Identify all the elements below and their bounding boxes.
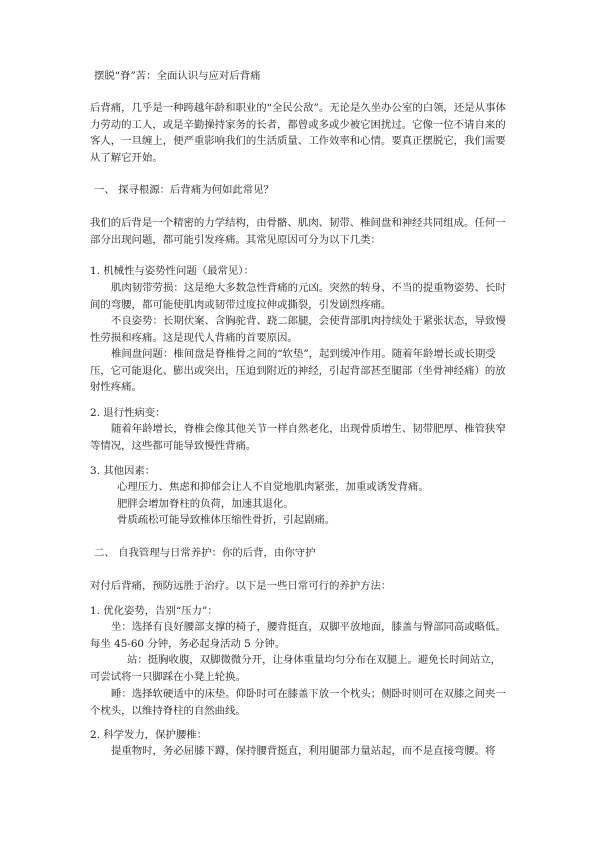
section2-intro: 对付后背痛，预防远胜于治疗。以下是一些日常可行的养护方法： [90, 580, 392, 592]
section1-item3-heading: 3. 其他因素： [90, 465, 156, 477]
section1-heading: 一、 探寻根源：后背痛为何如此常见？ [94, 184, 274, 196]
section1-item2-heading: 2. 退行性病变： [90, 407, 166, 419]
section1-item1-heading: 1. 机械性与姿势性问题（最常见）： [90, 265, 254, 277]
section1-item1-paragraph2: 不良姿势：长期伏案、含胸驼背、跷二郎腿，会使背部肌肉持续处于紧张状态，导致慢性劳损和疼痛。这是现代人背痛的首要原因。 [90, 315, 506, 344]
section2-item1-sit: 坐：选择有良好腰部支撑的椅子，腰背挺直，双脚平放地面，膝盖与臀部同高或略低。每坐 45-60 分钟，务必起身活动 5 分钟。 [90, 621, 506, 650]
intro-paragraph: 后背痛，几乎是一种跨越年龄和职业的“全民公敌”。无论是久坐办公室的白领，还是从事体力劳动的工人，或是辛勤操持家务的长者，都曾或多或少被它困扰过。它像一位不请自来的客人，一旦缠上，便严重影响我们的生活质量、工作效率和心情。要真正摆脱它，我们需要从了解它开始。 [90, 102, 506, 164]
document-title: 摆脱“脊”苦：全面认识与应对后背痛 [94, 70, 261, 82]
section1-intro: 我们的后背是一个精密的力学结构，由骨骼、肌肉、韧带、椎间盘和神经共同组成。任何一部分出现问题，都可能引发疼痛。其常见原因可分为以下几类： [90, 217, 506, 246]
section1-item1-paragraph1: 肌肉韧带劳损：这是绝大多数急性背痛的元凶。突然的转身、不当的提重物姿势、长时间的弯腰，都可能使肌肉或韧带过度拉伸或撕裂，引发剧烈疼痛。 [90, 282, 506, 311]
section1-item2-paragraph1: 随着年龄增长，脊椎会像其他关节一样自然老化，出现骨质增生、韧带肥厚、椎管狭窄等情况，这些都可能导致慢性背痛。 [90, 423, 506, 452]
section2-item2-paragraph1: 提重物时，务必屈膝下蹲，保持腰背挺直，利用腿部力量站起，而不是直接弯腰。将 [111, 745, 496, 757]
section1-item1-paragraph3: 椎间盘问题：椎间盘是脊椎骨之间的“软垫”，起到缓冲作用。随着年龄增长或长期受压，它可能退化、膨出或突出，压迫到附近的神经，引起背部甚至腿部（坐骨神经痛）的放射性疼痛。 [90, 348, 506, 394]
section1-item3-paragraph2: 肥胖会增加脊柱的负荷，加速其退化。 [117, 498, 294, 510]
section1-item3-paragraph3: 骨质疏松可能导致椎体压缩性骨折，引起剧痛。 [117, 514, 336, 526]
section2-item1-stand: 站：挺胸收腹，双脚微微分开，让身体重量均匀分布在双腿上。避免长时间站立，可尝试将一只脚踩在小凳上轮换。 [90, 654, 502, 683]
section2-item2-heading: 2. 科学发力，保护腰椎： [90, 729, 208, 741]
section2-item1-heading: 1. 优化姿势，告别“压力”： [90, 605, 218, 617]
section1-item3-paragraph1: 心理压力、焦虑和抑郁会让人不自觉地肌肉紧张，加重或诱发背痛。 [117, 481, 429, 493]
section2-heading: 二、 自我管理与日常养护：你的后背，由你守护 [94, 547, 316, 559]
section2-item1-sleep: 睡：选择软硬适中的床垫。仰卧时可在膝盖下放一个枕头；侧卧时则可在双膝之间夹一个枕头，以维持脊柱的自然曲线。 [90, 688, 506, 717]
